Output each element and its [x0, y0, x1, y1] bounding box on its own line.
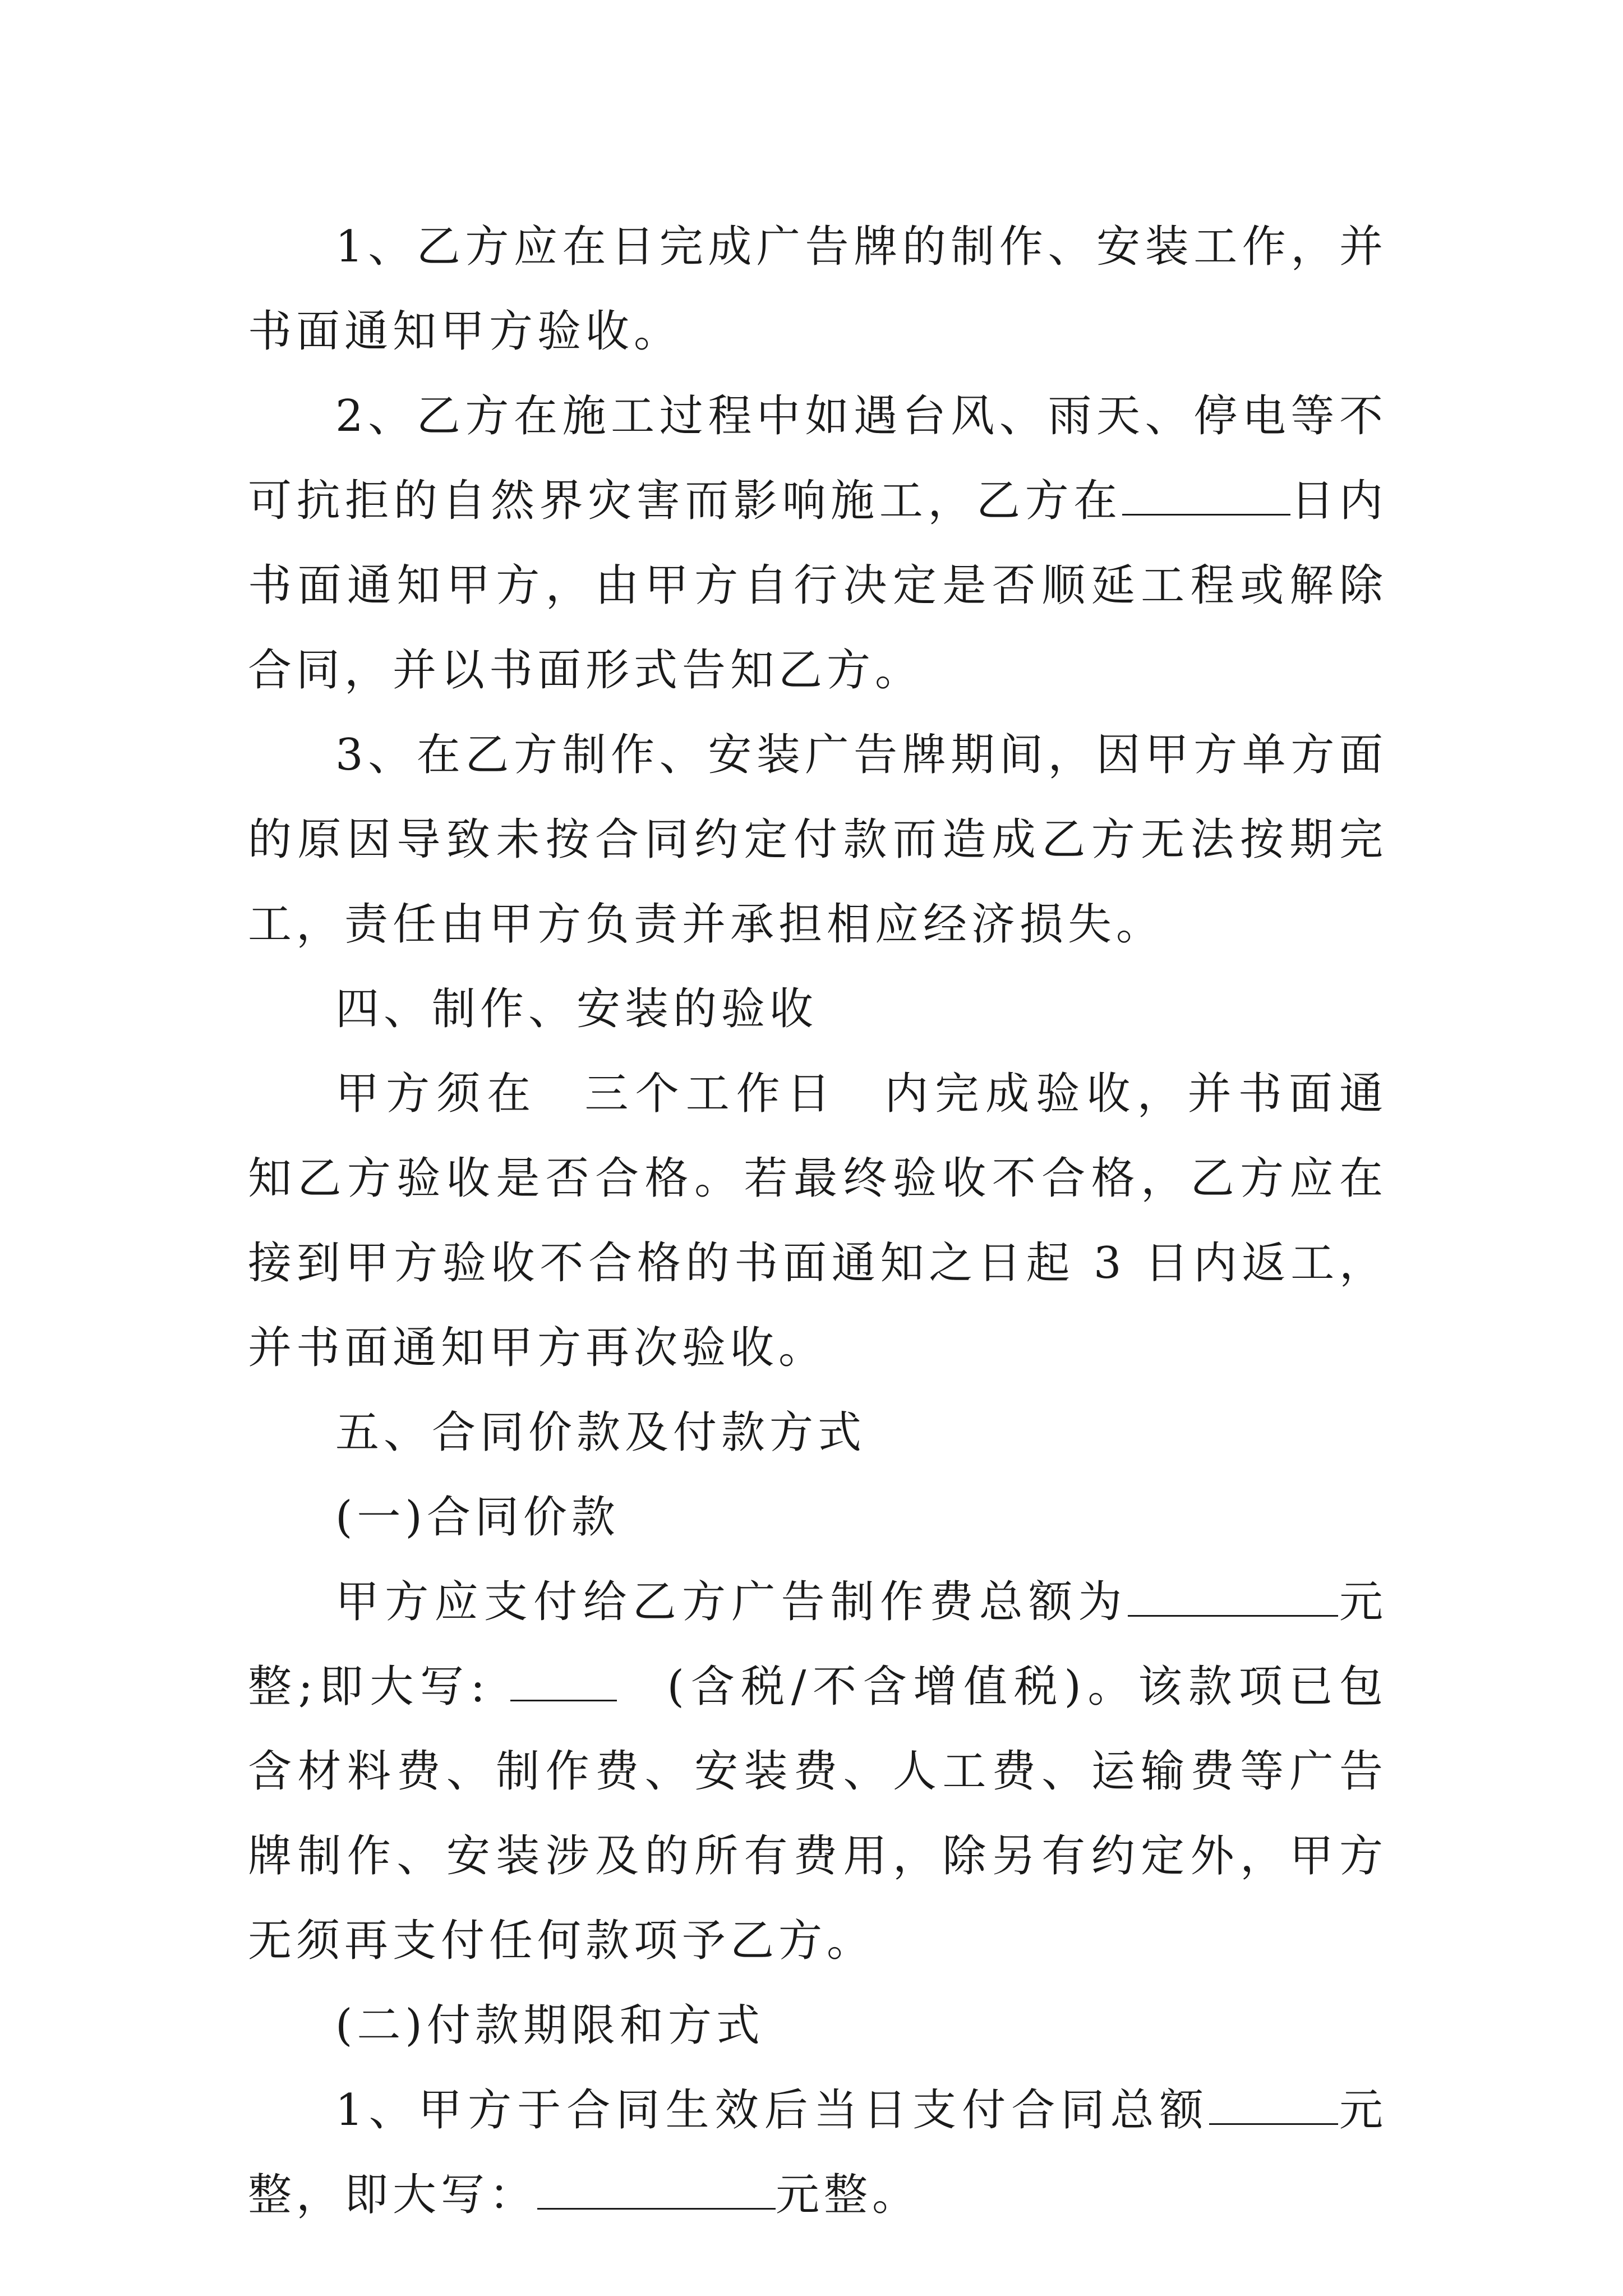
clause-4-body — [248, 1052, 1387, 1391]
clause-4-text-a: 甲方须在 — [335, 1069, 538, 1119]
section-4-title: 四、制作、安装的验收 — [335, 984, 818, 1034]
clause-5-1-body — [248, 1560, 1387, 1984]
document-body — [248, 205, 1387, 2238]
blank-days-field[interactable] — [1122, 480, 1290, 516]
clause-3-2-text-a: 2、乙方在施工过程中如遇台风、雨天、停电等不可抗拒的自然界灾害而影响施工，乙方在 — [248, 391, 1387, 526]
clause-3-2 — [248, 374, 1387, 713]
clause-5-2-1-text-b: 元整，即大写： — [248, 2085, 1387, 2220]
section-4-heading — [248, 967, 1387, 1052]
section-5-2-title: (二)付款期限和方式 — [335, 2000, 764, 2051]
clause-3-1-text: 1、乙方应在日完成广告牌的制作、安装工作，并书面通知甲方验收。 — [248, 222, 1387, 357]
section-5-heading — [248, 1391, 1387, 1475]
clause-3-3-text: 3、在乙方制作、安装广告牌期间，因甲方单方面的原因导致未按合同约定付款而造成乙方无法按期完工，责任由甲方负责并承担相应经济损失。 — [248, 730, 1387, 950]
clause-5-1-text-a: 甲方应支付给乙方广告制作费总额为 — [335, 1577, 1128, 1627]
blank-total-amount-field[interactable] — [1128, 1581, 1338, 1617]
clause-4-text-c: 内完成验收，并书面通知乙方验收是否合格。若最终验收不合格，乙方应在接到甲方验收不合格的书面通知之日起 3 日内返工，并书面通知甲方再次验收。 — [248, 1069, 1387, 1373]
clause-3-2-text-b: 日内书面通知甲方，由甲方自行决定是否顺延工程或解除合同，并以书面形式告知乙方。 — [248, 476, 1387, 696]
clause-5-1-text-b: 元整;即大写: — [248, 1577, 1387, 1712]
section-5-1-title: (一)合同价款 — [335, 1492, 620, 1543]
blank-payment-words-field[interactable] — [537, 2174, 776, 2210]
clause-4-deadline: 三个工作日 — [582, 1069, 837, 1119]
clause-5-1-text-c: (含税/不含增值税)。该款项已包含材料费、制作费、安装费、人工费、运输费等广告牌制作、安装涉及的所有费用，除另有约定外，甲方无须再支付任何款项予乙方。 — [248, 1662, 1387, 1966]
section-5-2-heading — [248, 1984, 1387, 2068]
clause-5-2-1-text-c: 元整。 — [776, 2170, 921, 2220]
blank-payment-amount-field[interactable] — [1209, 2090, 1338, 2125]
section-5-title: 五、合同价款及付款方式 — [335, 1407, 866, 1458]
clause-5-2-1-text-a: 1、甲方于合同生效后当日支付合同总额 — [335, 2085, 1209, 2136]
clause-3-3 — [248, 713, 1387, 967]
section-5-1-heading — [248, 1475, 1387, 1560]
blank-amount-words-field[interactable] — [510, 1666, 617, 1701]
clause-5-2-1 — [248, 2068, 1387, 2238]
clause-3-1 — [248, 205, 1387, 374]
